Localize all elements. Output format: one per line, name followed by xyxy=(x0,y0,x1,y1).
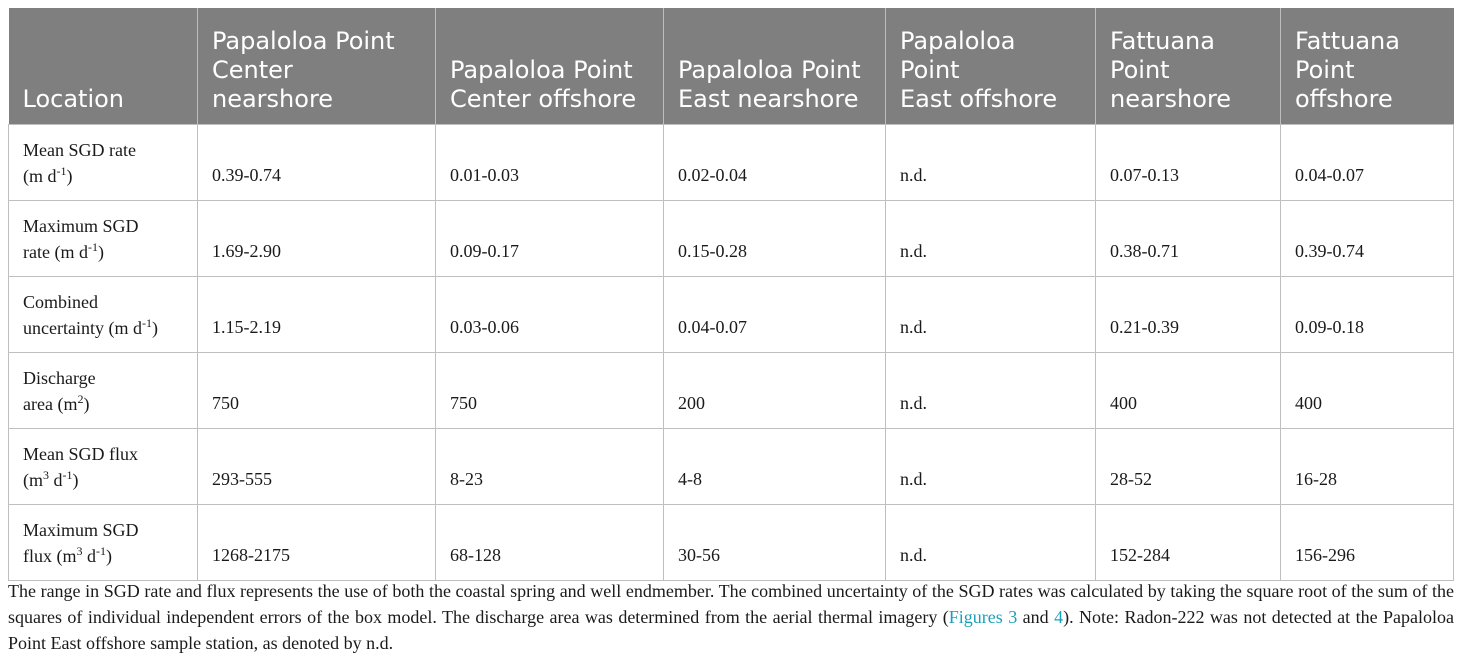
table-row xyxy=(9,504,1454,580)
table-cell: 30-56 xyxy=(664,504,886,580)
sgd-data-table xyxy=(8,8,1454,581)
row-label-line1: Mean SGD flux xyxy=(23,444,138,464)
table-cell: 750 xyxy=(198,352,436,428)
row-label-superscript: 2 xyxy=(77,392,84,406)
footnote-and: and xyxy=(1017,607,1055,627)
row-label xyxy=(9,352,198,428)
column-header-3: Papaloloa Point East nearshore xyxy=(664,8,886,124)
column-header-1: Papaloloa Point Center nearshore xyxy=(198,8,436,124)
column-header-location: Location xyxy=(9,8,198,124)
table-row xyxy=(9,352,1454,428)
row-label-unit: area (m xyxy=(23,394,78,414)
header-row xyxy=(9,8,1454,124)
table-cell: 0.39-0.74 xyxy=(198,124,436,200)
table-cell: 152-284 xyxy=(1096,504,1281,580)
row-label-line1: Maximum SGD xyxy=(23,216,139,236)
table-cell: n.d. xyxy=(886,428,1096,504)
table-cell: n.d. xyxy=(886,124,1096,200)
row-label-unit: (m d xyxy=(23,166,57,186)
table-cell: 16-28 xyxy=(1281,428,1454,504)
table-cell: n.d. xyxy=(886,504,1096,580)
table-cell: 0.03-0.06 xyxy=(436,276,664,352)
table-cell: 0.02-0.04 xyxy=(664,124,886,200)
row-label-unit-close: ) xyxy=(72,470,79,490)
row-label-unit: flux (m xyxy=(23,546,77,566)
table-cell: 4-8 xyxy=(664,428,886,504)
row-label-superscript: -1 xyxy=(87,240,98,254)
table-cell: 0.04-0.07 xyxy=(1281,124,1454,200)
row-label xyxy=(9,200,198,276)
column-header-4: Papaloloa Point East offshore xyxy=(886,8,1096,124)
table-row xyxy=(9,124,1454,200)
row-label-unit-close: ) xyxy=(151,318,158,338)
table-cell: 0.04-0.07 xyxy=(664,276,886,352)
row-label-superscript: -1 xyxy=(141,316,152,330)
column-header-5: Fattuana Point nearshore xyxy=(1096,8,1281,124)
row-label-line1: Mean SGD rate xyxy=(23,140,136,160)
table-body xyxy=(9,124,1454,580)
column-header-6: Fattuana Point offshore xyxy=(1281,8,1454,124)
table-cell: 400 xyxy=(1096,352,1281,428)
table-cell: 0.09-0.18 xyxy=(1281,276,1454,352)
table-row xyxy=(9,428,1454,504)
table-cell: 0.39-0.74 xyxy=(1281,200,1454,276)
footnote-text-1: The range in SGD rate and flux represents the use of both the coastal spring and well endmember. The combined uncertainty of the SGD rates was calculated by taking the square root of the sum of the squares of individual independent errors of the box model. The discharge area was determined from the aerial thermal imagery ( xyxy=(8,581,1454,627)
column-header-2: Papaloloa Point Center offshore xyxy=(436,8,664,124)
row-label-line1: Discharge xyxy=(23,368,96,388)
table-cell: 0.21-0.39 xyxy=(1096,276,1281,352)
table-cell: 0.01-0.03 xyxy=(436,124,664,200)
row-label-superscript-2: -1 xyxy=(62,468,73,482)
table-cell: 1268-2175 xyxy=(198,504,436,580)
table-cell: 400 xyxy=(1281,352,1454,428)
row-label-unit: (m xyxy=(23,470,43,490)
table-cell: 1.15-2.19 xyxy=(198,276,436,352)
table-cell: n.d. xyxy=(886,352,1096,428)
row-label-superscript: 3 xyxy=(76,544,83,558)
row-label-unit: uncertainty (m d xyxy=(23,318,142,338)
row-label-unit: rate (m d xyxy=(23,242,88,262)
row-label-superscript-2: -1 xyxy=(96,544,106,558)
table-cell: 28-52 xyxy=(1096,428,1281,504)
table-row xyxy=(9,200,1454,276)
table-cell: 750 xyxy=(436,352,664,428)
table-cell: 200 xyxy=(664,352,886,428)
table-cell: 293-555 xyxy=(198,428,436,504)
table-cell: 8-23 xyxy=(436,428,664,504)
table-cell: 0.07-0.13 xyxy=(1096,124,1281,200)
row-label-line1: Maximum SGD xyxy=(23,520,139,540)
figure-4-link[interactable]: 4 xyxy=(1054,607,1064,627)
row-label-unit-mid: d xyxy=(82,546,96,566)
table-cell: 0.38-0.71 xyxy=(1096,200,1281,276)
figure-3-link[interactable]: Figures 3 xyxy=(948,607,1018,627)
row-label xyxy=(9,124,198,200)
row-label-superscript: 3 xyxy=(43,468,49,482)
row-label xyxy=(9,276,198,352)
table-cell: n.d. xyxy=(886,200,1096,276)
row-label-superscript: -1 xyxy=(56,164,67,178)
table-cell: 0.09-0.17 xyxy=(436,200,664,276)
table-row xyxy=(9,276,1454,352)
table-cell: 68-128 xyxy=(436,504,664,580)
row-label-unit-close: ) xyxy=(97,242,104,262)
table-cell: 0.15-0.28 xyxy=(664,200,886,276)
footnote-text-2: ). Note: Radon-222 was not detected at the Papaloloa Point East offshore sample station, as denoted by n.d. xyxy=(8,607,1454,653)
row-label-line1: Combined xyxy=(23,292,98,312)
table-footnote xyxy=(8,578,1454,656)
row-label-unit-close: ) xyxy=(83,394,90,414)
row-label-unit-mid: d xyxy=(49,470,63,490)
row-label xyxy=(9,428,198,504)
row-label-unit-close: ) xyxy=(66,166,73,186)
table-cell: 1.69-2.90 xyxy=(198,200,436,276)
table-cell: n.d. xyxy=(886,276,1096,352)
row-label xyxy=(9,504,198,580)
row-label-unit-close: ) xyxy=(106,546,112,566)
table-cell: 156-296 xyxy=(1281,504,1454,580)
